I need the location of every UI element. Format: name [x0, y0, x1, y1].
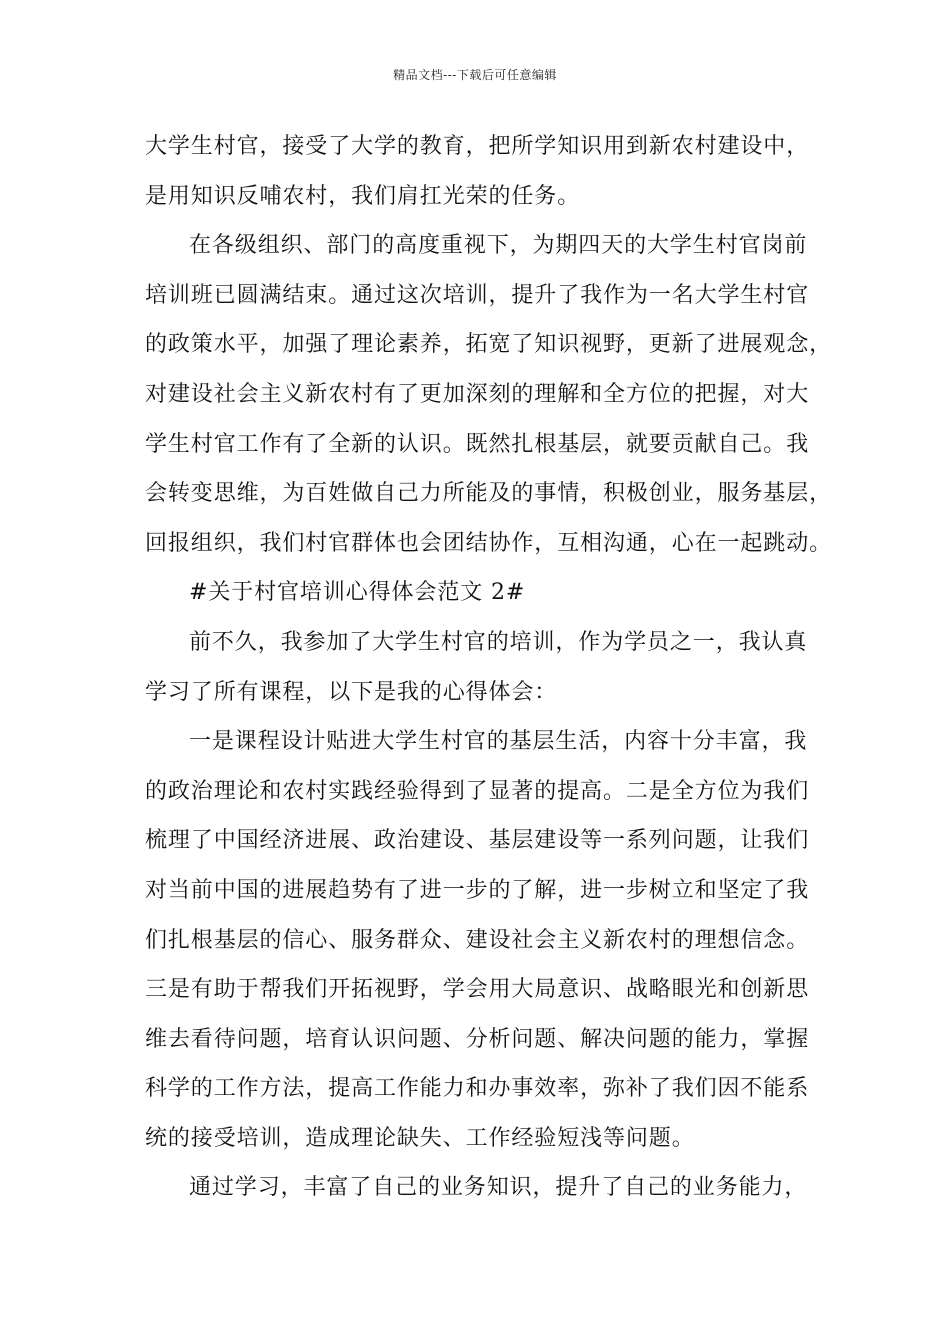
page-header: 精品文档---下载后可任意编辑 [393, 68, 557, 82]
text-line: 梳理了中国经济进展、政治建设、基层建设等一系列问题，让我们 [145, 828, 810, 854]
text-line: 在各级组织、部门的高度重视下，为期四天的大学生村官岗前 [189, 233, 808, 259]
text-line: 通过学习，丰富了自己的业务知识，提升了自己的业务能力， [189, 1175, 808, 1201]
text-line: 是用知识反哺农村，我们肩扛光荣的任务。 [145, 183, 581, 209]
text-line: 统的接受培训，造成理论缺失、工作经验短浅等问题。 [145, 1125, 695, 1151]
text-line: 回报组织，我们村官群体也会团结协作，互相沟通，心在一起跳动。 [145, 530, 833, 556]
text-line: 大学生村官，接受了大学的教育，把所学知识用到新农村建设中， [145, 134, 810, 159]
text-line: 前不久，我参加了大学生村官的培训，作为学员之一，我认真 [189, 629, 808, 655]
text-line: 维去看待问题，培育认识问题、分析问题、解决问题的能力，掌握 [145, 1026, 810, 1052]
text-line: 的政策水平，加强了理论素养，拓宽了知识视野，更新了进展观念， [145, 332, 833, 358]
section-heading: #关于村官培训心得体会范文 2# [189, 580, 526, 606]
text-line: 三是有助于帮我们开拓视野，学会用大局意识、战略眼光和创新思 [145, 977, 810, 1003]
text-line: 们扎根基层的信心、服务群众、建设社会主义新农村的理想信念。 [145, 927, 810, 953]
text-line: 对当前中国的进展趋势有了进一步的了解，进一步树立和坚定了我 [145, 877, 810, 903]
text-line: 科学的工作方法，提高工作能力和办事效率，弥补了我们因不能系 [145, 1076, 810, 1102]
text-line: 会转变思维，为百姓做自己力所能及的事情，积极创业，服务基层， [145, 481, 833, 507]
text-line: 培训班已圆满结束。通过这次培训，提升了我作为一名大学生村官 [145, 282, 810, 308]
document-body [145, 122, 833, 1213]
text-line: 一是课程设计贴进大学生村官的基层生活，内容十分丰富，我 [189, 729, 808, 755]
text-line: 学生村官工作有了全新的认识。既然扎根基层，就要贡献自己。我 [145, 431, 810, 457]
text-line: 的政治理论和农村实践经验得到了显著的提高。二是全方位为我们 [145, 778, 810, 804]
text-line: 对建设社会主义新农村有了更加深刻的理解和全方位的把握，对大 [145, 381, 810, 407]
text-line: 学习了所有课程，以下是我的心得体会： [145, 679, 558, 705]
